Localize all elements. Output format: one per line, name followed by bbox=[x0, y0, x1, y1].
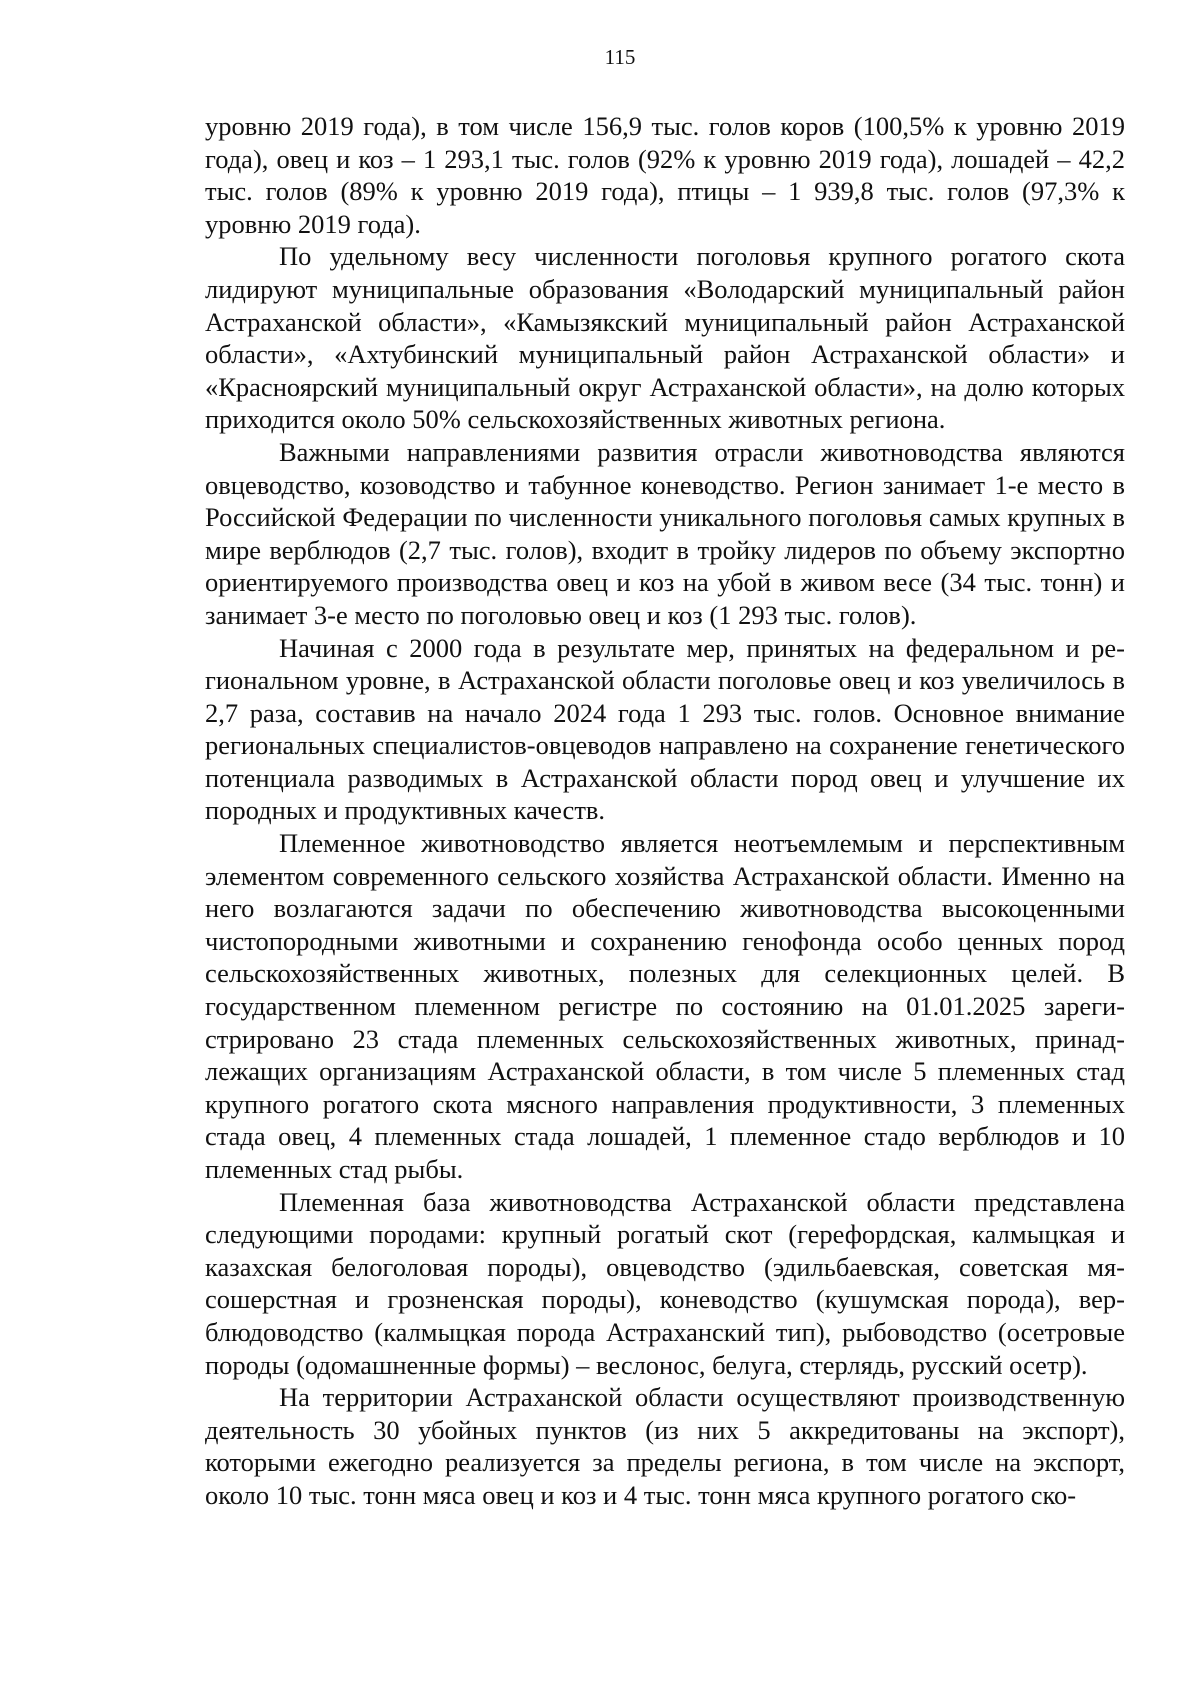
page-number: 115 bbox=[604, 45, 636, 69]
paragraph-continuation: уровню 2019 года), в том числе 156,9 тыс. голов коров (100,5% к уровню 2019 года), овец и коз – 1 293,1 тыс. голов (92% к уровню 2019 года), лошадей – 42,2 тыс. голов (89% к уровню 2019 года), птицы – 1 939,8 тыс. голов (97,3% к уровню 2019 года). bbox=[205, 111, 1125, 239]
document-body bbox=[205, 110, 1125, 1512]
paragraph-breeding-livestock: Племенное животноводство является неотъемлемым и перспективным элементом современного сельского хозяйства Астраханской области. Именно на него возлагаются задачи по обеспечению животноводства высокоценными чистопородными животными и сохранению генофонда особо ценных пород сельскохозяйственных животных, полезных для селекционных целей. В государственном племенном регистре по состоянию на 01.01.2025 зарегистрировано 23 стада племенных сельскохозяйственных животных, принадлежащих организациям Астраханской области, в том числе 5 племенных стад крупного рогатого скота мясного направления продуктивности, 3 племенных стада овец, 4 племенных стада лошадей, 1 племенное стадо верблюдов и 10 племенных стад рыбы. bbox=[205, 828, 1125, 1184]
paragraph-slaughter-points: На территории Астраханской области осуществляют производственную деятельность 30 убойных пунктов (из них 5 аккредитованы на экспорт), которыми ежегодно реализуется за пределы региона, в том числе на экспорт, около 10 тыс. тонн мяса овец и коз и 4 тыс. тонн мяса крупного рогатого ско- bbox=[205, 1382, 1125, 1510]
paragraph-livestock-directions: Важными направлениями развития отрасли животноводства являются овцеводство, козоводство и табунное коневодство. Регион занимает 1-е место в Российской Федерации по численности уникального поголовья самых крупных в мире верблюдов (2,7 тыс. голов), входит в тройку лидеров по объему экспортно ориентируемого производства овец и коз на убой в живом весе (34 тыс. тонн) и занимает 3-е место по поголовью овец и коз (1 293 тыс. голов). bbox=[205, 436, 1125, 630]
paragraph-sheep-goat-growth: Начиная с 2000 года в результате мер, принятых на федеральном и региональном уровне, в Астраханской области поголовье овец и коз увеличилось в 2,7 раза, составив на начало 2024 года 1 293 тыс. голов. Основное внимание региональных специалистов-овцеводов направлено на сохранение генетического потенциала разводимых в Астраханской области пород овец и улучшение их породных и продуктивных качеств. bbox=[205, 632, 1125, 826]
paragraph-breeding-base: Племенная база животноводства Астраханской области представлена следующими породами: крупный рогатый скот (герефордская, калмыцкая и казахская белоголовая породы), овцеводство (эдильбаевская, советская мясошерстная и грозненская породы), коневодство (кушумская порода), верблюдоводство (калмыцкая порода Астраханский тип), рыбоводство (осетровые породы (одомашненные формы) – веслонос, белуга, стерлядь, русский осетр). bbox=[205, 1186, 1125, 1380]
paragraph-cattle-leaders: По удельному весу численности поголовья крупного рогатого скота лидируют муниципальные образования «Володарский муниципальный район Астраханской области», «Камызякский муниципальный район Астраханской области», «Ахтубинский муниципальный район Астраханской области» и «Красноярский муниципальный округ Астраханской области», на долю которых приходится около 50% сельскохозяйственных животных региона. bbox=[205, 241, 1125, 435]
